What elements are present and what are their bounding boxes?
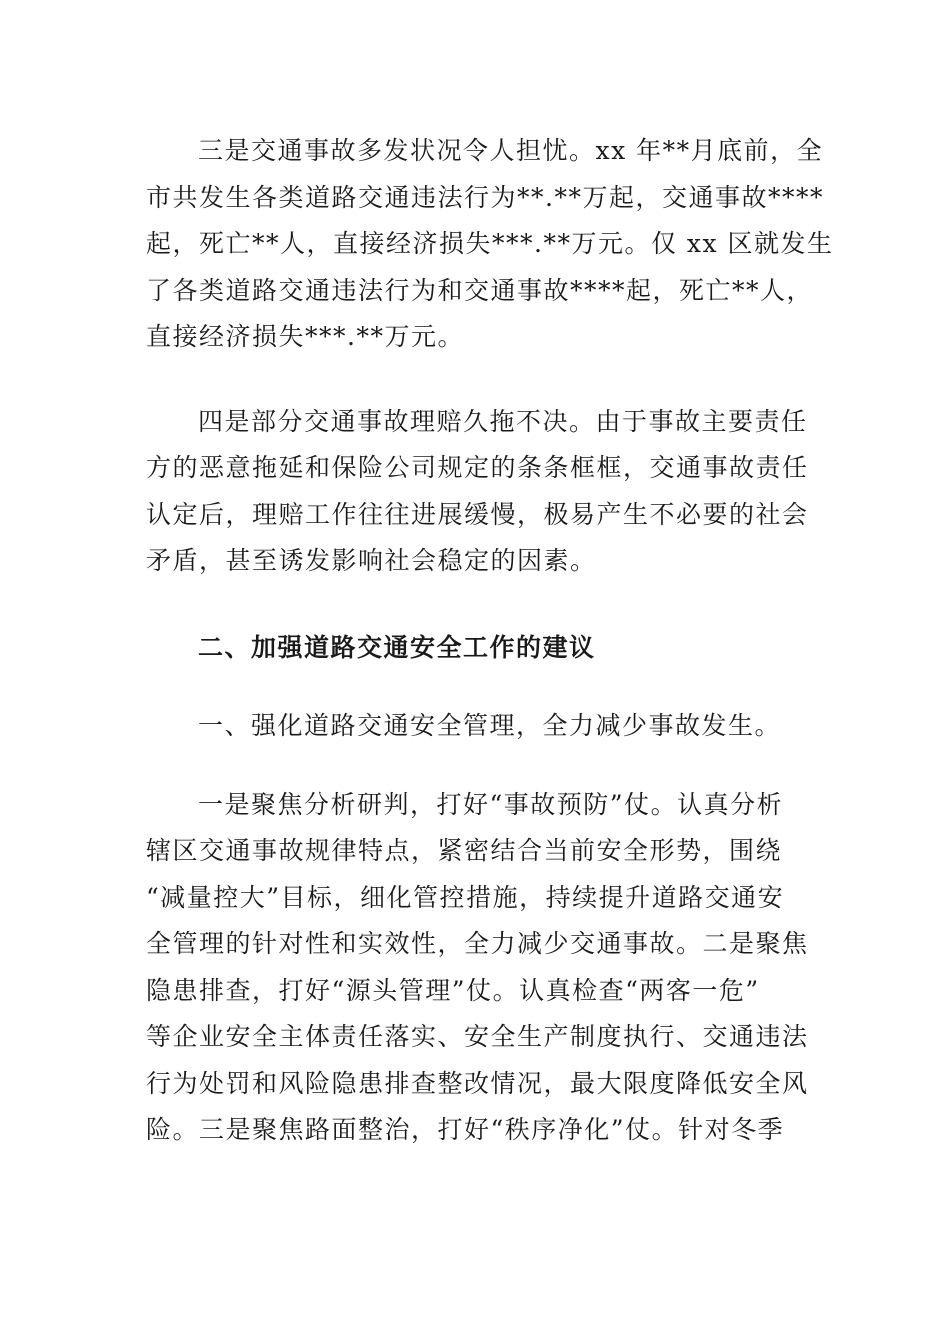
paragraph-line: 矛盾，甚至诱发影响社会稳定的因素。 [146,546,597,575]
paragraph-line: 等企业安全主体责任落实、安全生产制度执行、交通违法 [146,1022,809,1051]
subsection-heading: 一、强化道路交通安全管理，全力减少事故发生。 [198,711,782,740]
paragraph-line: 方的恶意拖延和保险公司规定的条条框框，交通事故责任 [146,453,809,482]
paragraph-line: 全管理的针对性和实效性，全力减少交通事故。二是聚焦 [146,929,809,958]
paragraph-claims-delay [146,399,809,585]
paragraph-traffic-accidents [146,128,834,361]
paragraph-line: 市共发生各类道路交通违法行为**.**万起，交通事故**** [146,182,824,212]
document-page [146,128,834,1154]
paragraph-line: 三是交通事故多发状况令人担忧。xx 年**月底前，全 [198,136,824,165]
paragraph-line: 直接经济损失***.**万元。 [146,322,464,351]
paragraph-line: 行为处罚和风险隐患排查整改情况，最大限度降低安全风 [146,1068,809,1098]
paragraph-line: 了各类道路交通违法行为和交通事故****起，死亡**人， [146,275,814,305]
paragraph-line: “减量控大”目标，细化管控措施，持续提升道路交通安 [146,882,785,912]
paragraph-line: 起，死亡**人，直接经济损失***.**万元。仅 xx 区就发生 [146,229,834,258]
paragraph-line: 险。三是聚焦路面整治，打好“秩序净化”仗。针对冬季 [146,1115,785,1144]
paragraph-line: 辖区交通事故规律特点，紧密结合当前安全形势，围绕 [146,836,783,865]
paragraph-line: 四是部分交通事故理赔久拖不决。由于事故主要责任 [198,406,808,436]
paragraph-line: 隐患排查，打好“源头管理”仗。认真检查“两客一危” [146,975,760,1005]
paragraph-line: 一是聚焦分析研判，打好“事故预防”仗。认真分析 [198,789,784,819]
section-heading: 二、加强道路交通安全工作的建议 [198,632,596,662]
paragraph-line: 认定后，理赔工作往往进展缓慢，极易产生不必要的社会 [146,499,809,529]
paragraph-measures [146,782,809,1154]
